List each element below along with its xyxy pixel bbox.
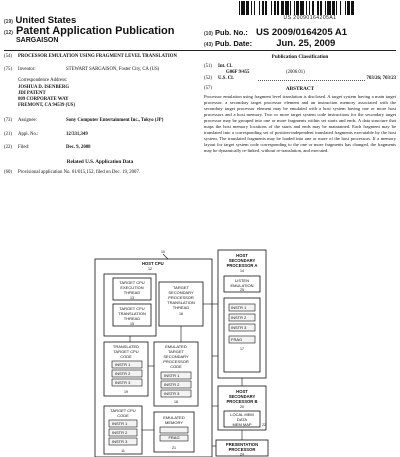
svg-text:FRAG: FRAG <box>231 337 243 342</box>
int-cl-field: (51) Int. Cl. <box>204 64 233 69</box>
svg-text:EXECUTION: EXECUTION <box>120 285 144 290</box>
svg-text:CODE: CODE <box>120 354 132 359</box>
svg-text:HOST: HOST <box>236 253 248 258</box>
classification-heading: Publication Classification <box>271 54 329 60</box>
int-cl-class: G06F 9/455 (2006.01) <box>226 70 305 76</box>
svg-text:LOCAL MEM: LOCAL MEM <box>230 412 254 417</box>
svg-text:14: 14 <box>240 269 244 273</box>
svg-text:TARGET: TARGET <box>168 349 184 354</box>
svg-text:25: 25 <box>240 288 244 292</box>
abstract-text: Processor emulation using fragment level translation is disclosed. A target system having a main target processor, a secondary target processor element and an instruction memory associated with the secondary target processor element may be emulated with a host system having one or more host processors and a host memory. Two or more target system code instructions for the secondary target processor may be grouped into one or more fragments within set starts and ends. A data structure that maps the host memory locations of the starts and ends may be maintained. Each fragment may be translated into a corresponding set of position-independent translated fragments executable by the host system. The translated fragments may be loaded into one or more of the host processors. If a memory layout for target system code corresponding to the one or more fragments has changed, the fragments may be dynamically re-linked, without re-translation, and executed. <box>204 93 396 154</box>
svg-text:18: 18 <box>174 400 178 404</box>
correspondence-field: Correspondence Address: JOSHUA D. ISENBERG JDI PATENT 809 CORPORATE WAY FREMONT, CA 94539 (US) <box>18 78 75 109</box>
us-cl-field: (52) U.S. Cl. 703/26; 703/23 <box>204 76 396 82</box>
svg-text:22: 22 <box>262 423 266 427</box>
svg-text:EMULATION: EMULATION <box>230 283 254 288</box>
svg-text:PROCESSOR B: PROCESSOR B <box>226 399 258 404</box>
inventor-header: SARGAISON <box>16 37 59 44</box>
svg-text:INSTR 2: INSTR 2 <box>231 315 247 320</box>
svg-text:EMULATED: EMULATED <box>163 415 185 420</box>
svg-text:PROCESSOR: PROCESSOR <box>228 447 256 452</box>
svg-text:INSTR 2: INSTR 2 <box>112 430 128 435</box>
related-heading: Related U.S. Application Data <box>66 159 134 166</box>
barcode <box>236 1 386 15</box>
publication-title <box>4 25 174 37</box>
abstract-heading-row: (57) ABSTRACT <box>204 85 315 92</box>
svg-text:DATA: DATA <box>236 417 248 422</box>
provisional-field: (60) Provisional application No. 61/015,152, filed on Dec. 19, 2007. <box>4 170 141 176</box>
svg-text:17: 17 <box>240 347 244 351</box>
svg-text:21: 21 <box>172 446 176 450</box>
svg-text:THREAD: THREAD <box>123 316 141 321</box>
host-cpu-label: HOST CPU <box>142 261 164 266</box>
assignee-field: (73) Assignee: Sony Computer Entertainment Inc., Tokyo (JP) <box>4 118 164 124</box>
appl-field: (21) Appl. No.: 12/331,349 <box>4 131 88 137</box>
svg-text:SECONDARY: SECONDARY <box>168 290 194 295</box>
svg-text:THREAD: THREAD <box>172 305 190 310</box>
barcode-number: US 20090164205A1 <box>283 15 337 21</box>
svg-text:INSTR 1: INSTR 1 <box>115 362 131 367</box>
svg-text:24: 24 <box>240 452 244 457</box>
svg-text:TRANSLATION: TRANSLATION <box>118 311 146 316</box>
svg-text:TARGET CPU: TARGET CPU <box>119 280 145 285</box>
svg-text:HOST: HOST <box>236 389 248 394</box>
svg-text:FRAG: FRAG <box>168 435 180 440</box>
title-field: (54) PROCESSOR EMULATION USING FRAGMENT LEVEL TRANSLATION <box>4 54 196 60</box>
svg-text:INSTR 3: INSTR 3 <box>231 325 247 330</box>
svg-text:SECONDARY: SECONDARY <box>228 394 256 399</box>
pub-title: Patent Application Publication <box>15 25 175 37</box>
svg-text:11: 11 <box>121 449 125 453</box>
right-column <box>204 54 396 154</box>
inventor-field: (75) Inventor: STEWART SARGAISON, Foster City, CA (US) <box>4 67 160 73</box>
svg-text:INSTR 1: INSTR 1 <box>112 421 128 426</box>
svg-text:INSTR 2: INSTR 2 <box>164 382 180 387</box>
svg-text:INSTR 2: INSTR 2 <box>115 371 131 376</box>
svg-text:TRANSLATION: TRANSLATION <box>167 300 195 305</box>
svg-text:LISTEN: LISTEN <box>234 278 250 283</box>
svg-text:TARGET CPU: TARGET CPU <box>113 349 139 354</box>
left-column <box>4 54 196 176</box>
abstract-heading: ABSTRACT <box>285 85 315 92</box>
svg-text:13: 13 <box>130 296 134 300</box>
svg-text:INSTR 3: INSTR 3 <box>164 391 180 396</box>
svg-text:TARGET CPU: TARGET CPU <box>110 408 136 413</box>
svg-text:PROCESSOR: PROCESSOR <box>168 295 194 300</box>
svg-text:TARGET: TARGET <box>173 285 189 290</box>
filed-field: (22) Filed: Dec. 9, 2008 <box>4 144 91 150</box>
svg-text:INSTR 3: INSTR 3 <box>115 380 131 385</box>
svg-text:MEMORY: MEMORY <box>165 420 183 425</box>
patent-figure <box>0 246 400 457</box>
svg-text:15: 15 <box>130 322 134 326</box>
invention-title: PROCESSOR EMULATION USING FRAGMENT LEVEL TRANSLATION <box>18 54 177 59</box>
svg-text:CODE: CODE <box>117 413 129 418</box>
country-name: United States <box>15 15 77 26</box>
svg-text:MEM MAP: MEM MAP <box>232 422 252 427</box>
svg-text:TRANSLATED: TRANSLATED <box>112 344 140 349</box>
svg-text:SECONDARY: SECONDARY <box>163 354 189 359</box>
svg-text:PROCESSOR: PROCESSOR <box>163 359 189 364</box>
svg-text:THREAD: THREAD <box>123 290 141 295</box>
svg-text:20: 20 <box>240 405 244 409</box>
svg-text:16: 16 <box>179 312 183 316</box>
svg-text:PRESENTATION: PRESENTATION <box>225 442 259 447</box>
svg-text:PROCESSOR A: PROCESSOR A <box>226 263 258 268</box>
svg-text:12: 12 <box>148 267 152 271</box>
pub-number: (10) Pub. No.: US 2009/0164205 A1 <box>204 27 348 38</box>
svg-text:INSTR 3: INSTR 3 <box>112 439 128 444</box>
pub-code: (12) <box>4 30 13 36</box>
header-rule <box>4 50 396 51</box>
svg-text:TARGET CPU: TARGET CPU <box>119 306 145 311</box>
svg-text:SECONDARY: SECONDARY <box>228 258 256 263</box>
country-code: (19) <box>4 19 13 25</box>
svg-text:CODE: CODE <box>170 364 182 369</box>
svg-text:INSTR 1: INSTR 1 <box>231 305 247 310</box>
svg-text:EMULATED: EMULATED <box>165 344 187 349</box>
svg-text:INSTR 1: INSTR 1 <box>164 373 180 378</box>
pub-date: (43) Pub. Date: Jun. 25, 2009 <box>204 38 336 49</box>
svg-text:19: 19 <box>124 390 128 394</box>
fig-ref-main: 10 <box>161 250 165 254</box>
